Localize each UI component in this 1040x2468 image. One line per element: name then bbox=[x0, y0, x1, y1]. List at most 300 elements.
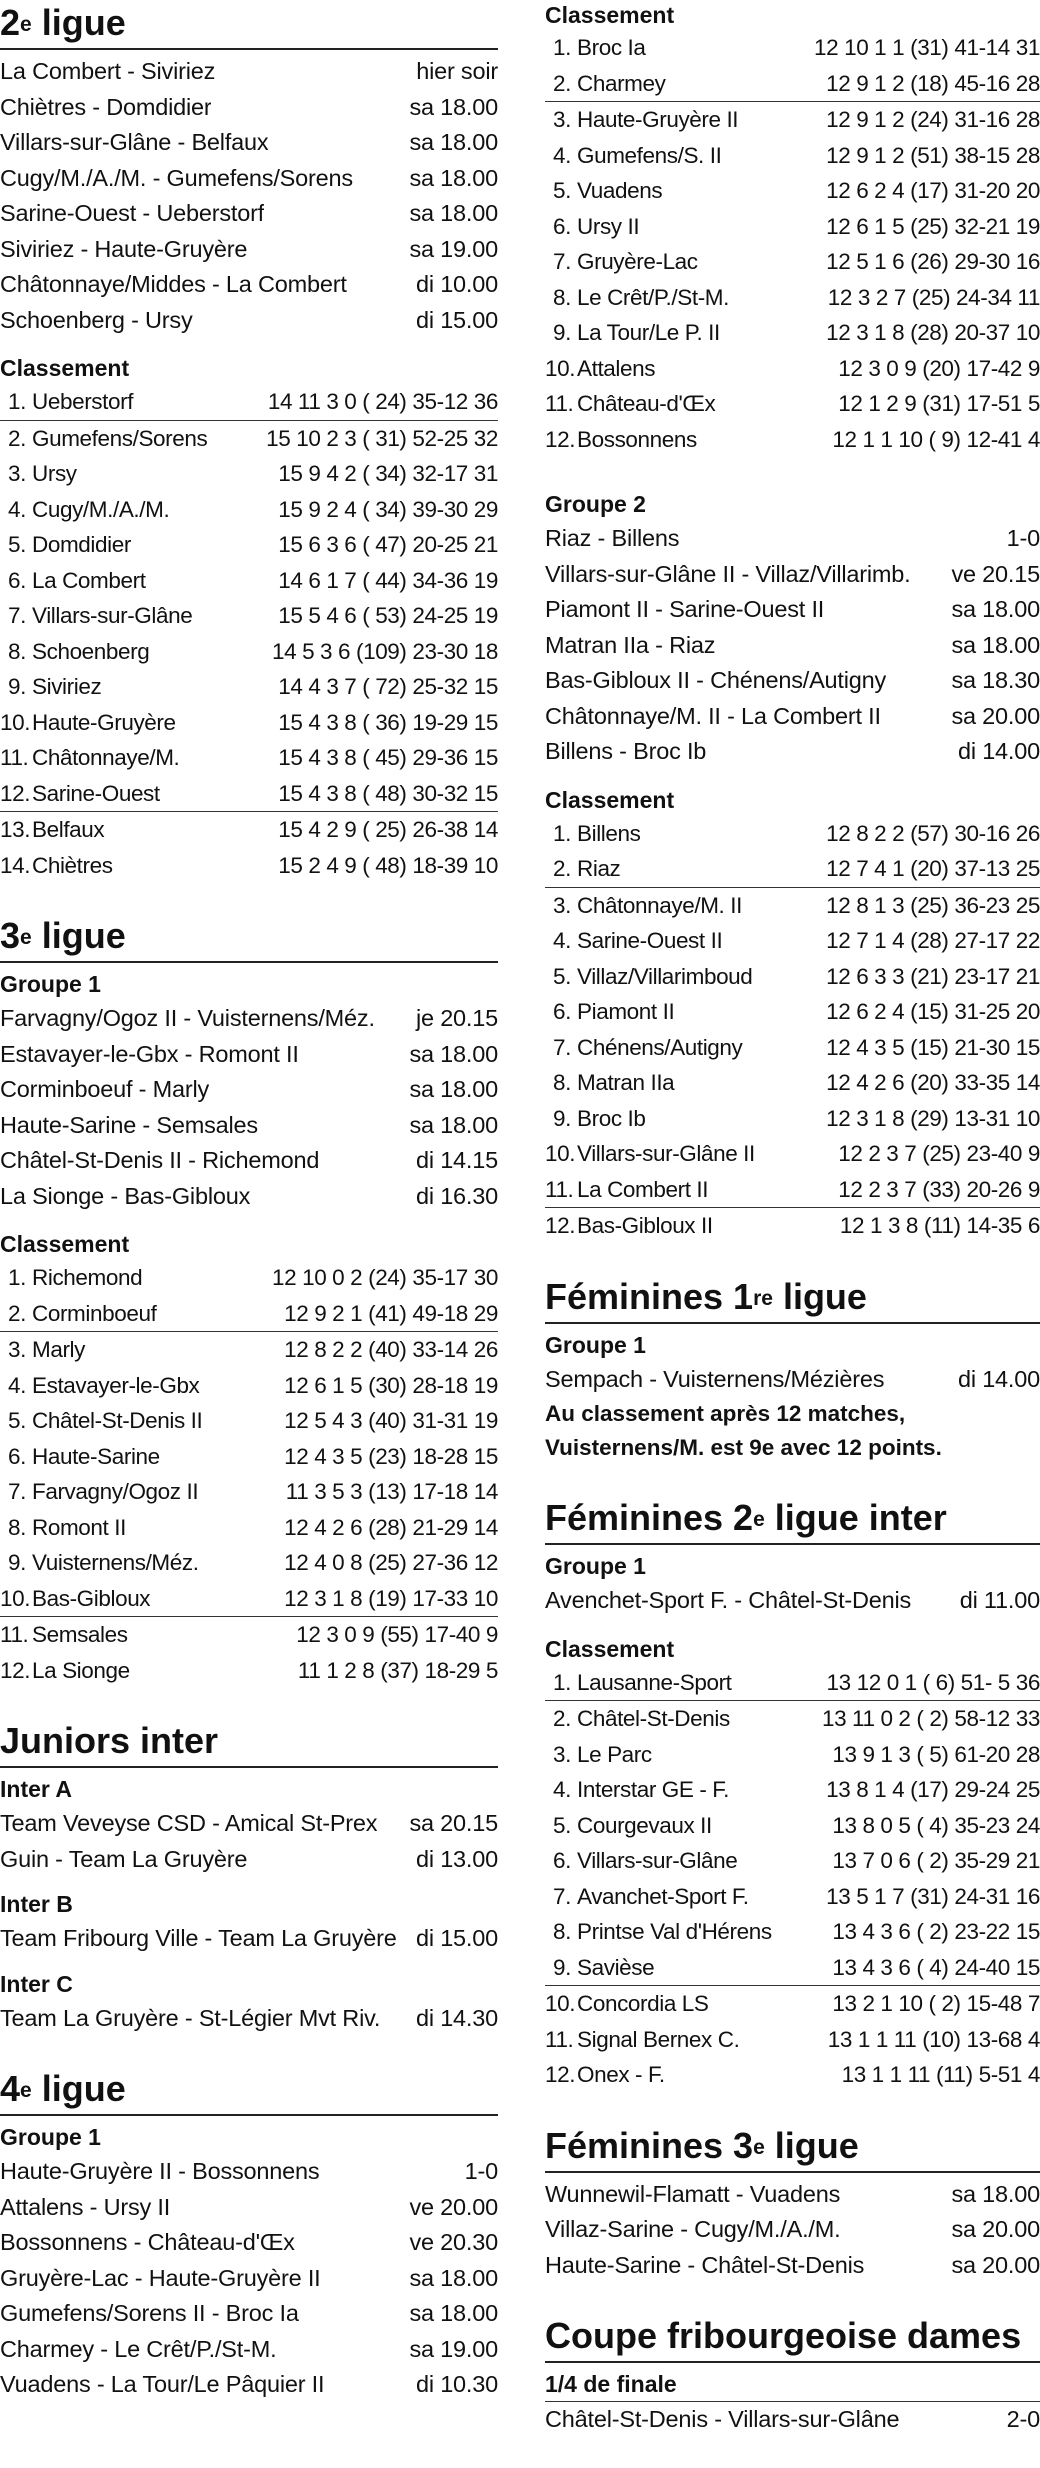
section-2e-ligue bbox=[0, 0, 498, 883]
standings-row bbox=[0, 1653, 498, 1689]
fixture-time: 2-0 bbox=[1006, 2406, 1040, 2432]
standings-row bbox=[545, 422, 1040, 458]
standings-row bbox=[0, 740, 498, 776]
fixture-row bbox=[0, 2261, 498, 2297]
standings-rank: 11. bbox=[0, 745, 29, 770]
fixture-time: ve 20.15 bbox=[951, 560, 1040, 587]
fixture-time: sa 19.00 bbox=[409, 2335, 498, 2362]
fixture-row bbox=[0, 1001, 498, 1037]
fixture-row bbox=[545, 699, 1040, 735]
fixture-row bbox=[545, 2248, 1040, 2284]
fixture-row bbox=[545, 1583, 1040, 1619]
standings-rank: 9. bbox=[553, 1105, 571, 1131]
fixture-time: 1-0 bbox=[1006, 525, 1040, 551]
standings-stats: 12 8 2 2 (57) 30-16 26 bbox=[826, 820, 1040, 846]
standings-stats: 15 2 4 9 ( 48) 18-39 10 bbox=[278, 852, 498, 878]
fixture-match: Châtonnaye/Middes - La Combert bbox=[0, 271, 347, 297]
standings-team: Piamont II bbox=[577, 999, 675, 1024]
standings-stats: 12 3 2 7 (25) 24-34 11 bbox=[827, 284, 1040, 310]
standings-rank: 11. bbox=[545, 2026, 574, 2052]
section-title: Juniors inter bbox=[0, 1718, 498, 1768]
standings-stats: 12 9 1 2 (51) 38-15 28 bbox=[826, 142, 1040, 168]
standings-rank: 3. bbox=[553, 892, 571, 918]
fixture-match: Haute-Gruyère II - Bossonnens bbox=[0, 2158, 320, 2184]
fixture-row bbox=[545, 1362, 1040, 1398]
standings-team: Haute-Gruyère II bbox=[577, 107, 739, 132]
classement-label: Classement bbox=[545, 2, 675, 28]
fixture-row bbox=[0, 1108, 498, 1144]
standings-team: Bossonnens bbox=[577, 426, 697, 452]
fixture-row bbox=[0, 267, 498, 303]
fixture-row bbox=[545, 521, 1040, 557]
standings-team: Ueberstorf bbox=[32, 389, 134, 414]
standings-rank: 11. bbox=[0, 1622, 29, 1647]
fixture-row bbox=[0, 90, 498, 126]
group-label: Inter B bbox=[0, 1891, 73, 1917]
standings-rank: 7. bbox=[8, 603, 26, 628]
standings-stats: 12 4 0 8 (25) 27-36 12 bbox=[284, 1550, 498, 1575]
standings-rank: 2. bbox=[553, 70, 571, 96]
standings-row bbox=[545, 1879, 1040, 1915]
right-column bbox=[545, 0, 1040, 2468]
standings-team: Corminboeuf bbox=[32, 1300, 157, 1326]
standings-team: Le Crêt/P./St-M. bbox=[577, 284, 729, 310]
fixture-match: Châtel-St-Denis - Villars-sur-Glâne bbox=[545, 2406, 900, 2432]
fixture-match: Villaz-Sarine - Cugy/M./A./M. bbox=[545, 2216, 841, 2242]
round-label: 1/4 de finale bbox=[545, 2367, 1040, 2402]
section-title: Féminines 3e ligue bbox=[545, 2123, 1040, 2173]
standings-rank: 4. bbox=[8, 496, 26, 522]
standings-stats: 14 5 3 6 (109) 23-30 18 bbox=[272, 638, 498, 664]
standings-team: Savièse bbox=[577, 1954, 655, 1980]
standings-row bbox=[545, 1701, 1040, 1737]
standings-row bbox=[545, 1737, 1040, 1773]
standings-team: Bas-Gibloux bbox=[32, 1585, 151, 1611]
fixture-time: sa 18.30 bbox=[951, 667, 1040, 693]
standings-rank: 9. bbox=[8, 1550, 26, 1575]
fixture-row bbox=[0, 2296, 498, 2332]
standings-stats: 15 6 3 6 ( 47) 20-25 21 bbox=[278, 532, 498, 557]
standings-rank: 3. bbox=[553, 1741, 571, 1767]
standings-team: Siviriez bbox=[32, 674, 102, 699]
fixture-row bbox=[545, 2177, 1040, 2213]
standings-stats: 12 6 3 3 (21) 23-17 21 bbox=[826, 963, 1040, 989]
standings-rank: 3. bbox=[553, 107, 571, 132]
fixture-match: Sarine-Ouest - Ueberstorf bbox=[0, 200, 265, 226]
standings-stats: 11 1 2 8 (37) 18-29 5 bbox=[297, 1657, 498, 1683]
fixture-time: sa 18.00 bbox=[951, 631, 1040, 658]
fixture-time: sa 18.00 bbox=[409, 1040, 498, 1067]
standings-team: Sarine-Ouest bbox=[32, 780, 160, 806]
standings-team: Cugy/M./A./M. bbox=[32, 496, 170, 522]
standings-row bbox=[545, 851, 1040, 888]
standings-stats: 15 9 2 4 ( 34) 39-30 29 bbox=[278, 496, 498, 522]
standings-team: Lausanne-Sport bbox=[577, 1669, 732, 1695]
standings-stats: 12 10 0 2 (24) 35-17 30 bbox=[272, 1265, 498, 1290]
standings-rank: 10. bbox=[0, 1585, 31, 1611]
standings-row bbox=[545, 386, 1040, 422]
standings-team: Haute-Sarine bbox=[32, 1443, 160, 1469]
fixture-match: Chiètres - Domdidier bbox=[0, 93, 212, 120]
standings-team: Gumefens/Sorens bbox=[32, 425, 208, 451]
standings-team: Vuisternens/Méz. bbox=[32, 1550, 199, 1575]
fixture-time: di 13.00 bbox=[415, 1845, 498, 1872]
standings-row bbox=[0, 384, 498, 421]
fixture-time: sa 18.00 bbox=[409, 2264, 498, 2291]
standings-stats: 13 4 3 6 ( 4) 24-40 15 bbox=[832, 1954, 1040, 1980]
standings-row bbox=[545, 1101, 1040, 1137]
fixture-row bbox=[0, 1072, 498, 1108]
standings-team: Château-d'Œx bbox=[577, 391, 716, 416]
fixture-row bbox=[0, 54, 498, 90]
standings-stats: 12 1 3 8 (11) 14-35 6 bbox=[839, 1213, 1040, 1238]
standings-stats: 12 9 1 2 (24) 31-16 28 bbox=[826, 107, 1040, 132]
standings-rank: 1. bbox=[8, 1265, 26, 1290]
standings-team: Chiètres bbox=[32, 852, 113, 878]
standings-team: Billens bbox=[577, 820, 641, 846]
standings-rank: 8. bbox=[8, 1514, 26, 1540]
fixture-match: Charmey - Le Crêt/P./St-M. bbox=[0, 2335, 277, 2362]
fixture-time: sa 18.00 bbox=[409, 1076, 498, 1102]
standings-rank: 1. bbox=[553, 1669, 571, 1695]
fixture-time: di 16.30 bbox=[415, 1182, 498, 1209]
fixture-time: di 10.30 bbox=[415, 2371, 498, 2397]
fixture-row bbox=[0, 232, 498, 268]
standings-row bbox=[0, 1439, 498, 1475]
standings-rank: 9. bbox=[8, 674, 26, 699]
standings-team: Matran IIa bbox=[577, 1070, 675, 1095]
standings-row bbox=[545, 1065, 1040, 1101]
fixture-match: Villars-sur-Glâne II - Villaz/Villarimb. bbox=[545, 560, 911, 587]
fixture-match: Siviriez - Haute-Gruyère bbox=[0, 235, 248, 262]
section-feminines-2e-ligue-inter bbox=[545, 1495, 1040, 2093]
standings-team: Villars-sur-Glâne II bbox=[577, 1141, 755, 1166]
standings-stats: 12 3 1 8 (28) 20-37 10 bbox=[826, 320, 1040, 345]
fixture-row bbox=[545, 734, 1040, 770]
standings-row bbox=[0, 563, 498, 599]
standings-row bbox=[545, 1772, 1040, 1808]
standings-rank: 9. bbox=[553, 1954, 571, 1980]
standings-rank: 4. bbox=[553, 928, 571, 953]
standings-rank: 5. bbox=[553, 178, 571, 203]
standings-stats: 12 3 1 8 (19) 17-33 10 bbox=[284, 1585, 498, 1611]
standings-rank: 6. bbox=[553, 213, 571, 239]
section-title: 2e ligue bbox=[0, 0, 498, 50]
standings-team: Interstar GE - F. bbox=[577, 1777, 729, 1802]
fixture-row bbox=[0, 2367, 498, 2403]
standings-team: Richemond bbox=[32, 1265, 143, 1290]
standings-rank: 12. bbox=[0, 1657, 31, 1683]
fixture-match: Corminboeuf - Marly bbox=[0, 1076, 210, 1102]
standings-stats: 15 4 2 9 ( 25) 26-38 14 bbox=[278, 817, 498, 842]
fixture-match: Team Veveyse CSD - Amical St-Prex bbox=[0, 1810, 378, 1836]
fixture-time: sa 18.00 bbox=[409, 164, 498, 191]
standings-rank: 2. bbox=[8, 1300, 26, 1326]
standings-row bbox=[0, 1617, 498, 1653]
standings-team: Printse Val d'Hérens bbox=[577, 1919, 772, 1944]
standings-rank: 8. bbox=[553, 1070, 571, 1095]
standings-row bbox=[545, 1172, 1040, 1209]
fixture-match: Farvagny/Ogoz II - Vuisternens/Méz. bbox=[0, 1005, 375, 1031]
standings-row bbox=[545, 1665, 1040, 1702]
standings-row bbox=[545, 1030, 1040, 1066]
fixture-row bbox=[545, 557, 1040, 593]
section-title: 4e ligue bbox=[0, 2066, 498, 2116]
standings-stats: 15 4 3 8 ( 48) 30-32 15 bbox=[278, 780, 498, 806]
standings-row bbox=[545, 1843, 1040, 1879]
standings-team: Châtel-St-Denis II bbox=[32, 1408, 203, 1433]
standings-team: La Sionge bbox=[32, 1657, 130, 1683]
standings-row bbox=[545, 244, 1040, 280]
group-label: Groupe 1 bbox=[545, 1553, 646, 1579]
standings-rank: 6. bbox=[553, 1848, 571, 1873]
standings-team: Chénens/Autigny bbox=[577, 1034, 743, 1060]
standings-stats: 12 7 1 4 (28) 27-17 22 bbox=[826, 928, 1040, 953]
fixture-match: Villars-sur-Glâne - Belfaux bbox=[0, 129, 269, 155]
standings-row bbox=[0, 1545, 498, 1581]
fixture-row bbox=[0, 196, 498, 232]
standings-row bbox=[0, 421, 498, 457]
fixture-time: sa 18.00 bbox=[951, 596, 1040, 622]
fixture-time: di 14.00 bbox=[957, 738, 1040, 764]
standings-stats: 12 8 2 2 (40) 33-14 26 bbox=[284, 1337, 498, 1362]
standings-row bbox=[545, 66, 1040, 103]
standings-team: Villars-sur-Glâne bbox=[577, 1848, 738, 1873]
standings-rank: 1. bbox=[8, 389, 26, 414]
fixture-row bbox=[545, 2402, 1040, 2438]
fixture-time: sa 18.00 bbox=[409, 2300, 498, 2326]
standings-stats: 12 4 3 5 (23) 18-28 15 bbox=[284, 1443, 498, 1469]
standings-row bbox=[545, 30, 1040, 66]
standings-rank: 5. bbox=[8, 532, 26, 557]
standings-stats: 12 5 4 3 (40) 31-31 19 bbox=[284, 1408, 498, 1433]
fixture-row bbox=[545, 663, 1040, 699]
fixture-match: Piamont II - Sarine-Ouest II bbox=[545, 596, 825, 622]
standings-row bbox=[545, 173, 1040, 209]
standings-row bbox=[545, 209, 1040, 245]
fixture-match: Riaz - Billens bbox=[545, 525, 680, 551]
fixture-match: Haute-Sarine - Semsales bbox=[0, 1111, 258, 1138]
standings-rank: 11. bbox=[545, 391, 574, 416]
standings-row bbox=[0, 705, 498, 741]
standings-row bbox=[0, 1260, 498, 1296]
standings-row bbox=[545, 1950, 1040, 1987]
standings-rank: 8. bbox=[553, 1919, 571, 1944]
fixture-match: Avenchet-Sport F. - Châtel-St-Denis bbox=[545, 1587, 912, 1613]
standings-row bbox=[545, 315, 1040, 351]
fixture-match: Gruyère-Lac - Haute-Gruyère II bbox=[0, 2264, 321, 2291]
standings-rank: 8. bbox=[553, 284, 571, 310]
fixture-time: sa 18.00 bbox=[409, 1111, 498, 1138]
fixture-row bbox=[0, 1921, 498, 1957]
standings-stats: 12 9 2 1 (41) 49-18 29 bbox=[284, 1300, 498, 1326]
standings-stats: 12 6 1 5 (30) 28-18 19 bbox=[284, 1372, 498, 1398]
group-label: Groupe 1 bbox=[545, 1331, 646, 1358]
standings-stats: 12 6 2 4 (15) 31-25 20 bbox=[826, 999, 1040, 1024]
standings-row bbox=[0, 527, 498, 563]
standings-stats: 15 9 4 2 ( 34) 32-17 31 bbox=[278, 461, 498, 486]
standings-team: Marly bbox=[32, 1337, 85, 1362]
standings-team: Avanchet-Sport F. bbox=[577, 1883, 749, 1909]
fixture-match: Team La Gruyère - St-Légier Mvt Riv. bbox=[0, 2004, 381, 2031]
standings-stats: 12 1 2 9 (31) 17-51 5 bbox=[838, 391, 1040, 416]
standings-row bbox=[0, 1332, 498, 1368]
fixture-row bbox=[0, 1806, 498, 1842]
standings-stats: 13 7 0 6 ( 2) 35-29 21 bbox=[832, 1848, 1040, 1873]
standings-team: La Combert bbox=[32, 567, 146, 593]
fixture-match: Bas-Gibloux II - Chénens/Autigny bbox=[545, 667, 887, 693]
standings-team: Villars-sur-Glâne bbox=[32, 603, 193, 628]
fixture-row bbox=[0, 2154, 498, 2190]
fixture-time: di 11.00 bbox=[959, 1587, 1040, 1613]
standings-stats: 12 1 1 10 ( 9) 12-41 4 bbox=[832, 426, 1040, 452]
standings-stats: 12 2 3 7 (25) 23-40 9 bbox=[838, 1141, 1040, 1166]
standings-rank: 4. bbox=[553, 1777, 571, 1802]
standings-rank: 2. bbox=[553, 1706, 571, 1731]
section-3e-ligue bbox=[0, 913, 498, 1688]
fixture-row bbox=[545, 592, 1040, 628]
standings-rank: 7. bbox=[553, 1883, 571, 1909]
fixture-match: La Combert - Siviriez bbox=[0, 58, 216, 84]
standings-team: Semsales bbox=[32, 1622, 128, 1647]
standings-rank: 10. bbox=[545, 1141, 576, 1166]
standings-stats: 13 8 0 5 ( 4) 35-23 24 bbox=[832, 1812, 1040, 1838]
fixture-time: sa 18.00 bbox=[409, 129, 498, 155]
standings-rank: 7. bbox=[8, 1479, 26, 1504]
standings-stats: 12 7 4 1 (20) 37-13 25 bbox=[826, 856, 1040, 881]
fixture-match: Vuadens - La Tour/Le Pâquier II bbox=[0, 2371, 325, 2397]
standings-row bbox=[0, 1474, 498, 1510]
standings-stats: 15 4 3 8 ( 45) 29-36 15 bbox=[278, 745, 498, 770]
standings-stats: 12 3 0 9 (20) 17-42 9 bbox=[838, 355, 1040, 381]
classement-label: Classement bbox=[0, 1231, 130, 1257]
fixture-row bbox=[0, 125, 498, 161]
standings-row bbox=[545, 138, 1040, 174]
fixture-time: ve 20.30 bbox=[409, 2229, 498, 2255]
section-title: Féminines 1re ligue bbox=[545, 1274, 1040, 1324]
standings-stats: 12 2 3 7 (33) 20-26 9 bbox=[838, 1176, 1040, 1202]
standings-stats: 13 11 0 2 ( 2) 58-12 33 bbox=[821, 1706, 1040, 1731]
standings-stats: 12 5 1 6 (26) 29-30 16 bbox=[826, 249, 1040, 274]
standings-rank: 14. bbox=[0, 852, 31, 878]
standings-rank: 4. bbox=[8, 1372, 26, 1398]
fixture-match: Schoenberg - Ursy bbox=[0, 306, 193, 333]
fixture-time: sa 19.00 bbox=[409, 235, 498, 262]
fixture-match: Sempach - Vuisternens/Mézières bbox=[545, 1365, 885, 1392]
fixture-time: di 10.00 bbox=[415, 271, 498, 297]
standings-team: Gumefens/S. II bbox=[577, 142, 722, 168]
standings-team: Estavayer-le-Gbx bbox=[32, 1372, 200, 1398]
fixture-match: Billens - Broc Ib bbox=[545, 738, 707, 764]
standings-team: Schoenberg bbox=[32, 638, 150, 664]
standings-stats: 13 8 1 4 (17) 29-24 25 bbox=[826, 1777, 1040, 1802]
standings-stats: 15 4 3 8 ( 36) 19-29 15 bbox=[278, 709, 498, 735]
standings-team: Farvagny/Ogoz II bbox=[32, 1479, 199, 1504]
standings-row bbox=[545, 351, 1040, 387]
standings-team: Châtonnaye/M. bbox=[32, 745, 180, 770]
fixture-row bbox=[0, 2190, 498, 2226]
standings-team: Le Parc bbox=[577, 1741, 652, 1767]
standings-team: Attalens bbox=[577, 355, 656, 381]
standings-stats: 13 5 1 7 (31) 24-31 16 bbox=[826, 1883, 1040, 1909]
standings-row bbox=[0, 848, 498, 884]
fixture-match: Bossonnens - Château-d'Œx bbox=[0, 2229, 295, 2255]
standings-stats: 11 3 5 3 (13) 17-18 14 bbox=[285, 1479, 498, 1504]
section-groupe-1-classement bbox=[545, 0, 1040, 457]
fixture-time: di 14.15 bbox=[415, 1147, 498, 1173]
section-title: Coupe fribourgeoise dames bbox=[545, 2313, 1040, 2363]
fixture-time: sa 20.00 bbox=[951, 2251, 1040, 2278]
section-juniors-inter bbox=[0, 1718, 498, 2036]
standings-row bbox=[0, 634, 498, 670]
fixture-match: Attalens - Ursy II bbox=[0, 2193, 171, 2220]
standings-rank: 6. bbox=[553, 999, 571, 1024]
standings-team: Bas-Gibloux II bbox=[577, 1213, 713, 1238]
standings-row bbox=[545, 1986, 1040, 2022]
standings-team: Villaz/Villarimboud bbox=[577, 963, 753, 989]
fixture-row bbox=[0, 1037, 498, 1073]
fixture-match: Cugy/M./A./M. - Gumefens/Sorens bbox=[0, 164, 353, 191]
standings-stats: 13 4 3 6 ( 2) 23-22 15 bbox=[832, 1919, 1040, 1944]
standings-rank: 4. bbox=[553, 142, 571, 168]
standings-rank: 6. bbox=[8, 1443, 26, 1469]
standings-team: Charmey bbox=[577, 70, 666, 96]
fixture-row bbox=[0, 161, 498, 197]
fixture-match: Estavayer-le-Gbx - Romont II bbox=[0, 1040, 299, 1067]
standings-team: Riaz bbox=[577, 856, 621, 881]
standings-rank: 2. bbox=[8, 425, 26, 451]
fixture-row bbox=[0, 1179, 498, 1215]
standings-team: Haute-Gruyère bbox=[32, 709, 176, 735]
standings-rank: 5. bbox=[553, 1812, 571, 1838]
fixture-match: Guin - Team La Gruyère bbox=[0, 1845, 248, 1872]
section-coupe-fribourgeoise-dames bbox=[545, 2313, 1040, 2438]
standings-row bbox=[545, 2057, 1040, 2093]
fixture-time: ve 20.00 bbox=[409, 2193, 498, 2220]
standings-team: La Combert II bbox=[577, 1176, 709, 1202]
standings-rank: 13. bbox=[0, 817, 31, 842]
standings-team: Gruyère-Lac bbox=[577, 249, 698, 274]
fixture-time: sa 20.00 bbox=[951, 702, 1040, 729]
standings-stats: 14 6 1 7 ( 44) 34-36 19 bbox=[278, 567, 498, 593]
fixture-time: sa 18.00 bbox=[409, 200, 498, 226]
fixture-match: Matran IIa - Riaz bbox=[545, 631, 716, 658]
fixture-row bbox=[545, 628, 1040, 664]
standings-stats: 12 4 2 6 (28) 21-29 14 bbox=[284, 1514, 498, 1540]
fixture-match: Châtonnaye/M. II - La Combert II bbox=[545, 702, 881, 729]
section-title: 3e ligue bbox=[0, 913, 498, 963]
fixture-row bbox=[0, 1143, 498, 1179]
standings-row bbox=[545, 102, 1040, 138]
group-label: Inter A bbox=[0, 1776, 72, 1802]
standings-rank: 5. bbox=[8, 1408, 26, 1433]
standings-stats: 12 3 1 8 (29) 13-31 10 bbox=[826, 1105, 1040, 1131]
standings-team: Broc Ib bbox=[577, 1105, 646, 1131]
standings-stats: 13 1 1 11 (10) 13-68 4 bbox=[827, 2026, 1040, 2052]
standings-stats: 12 4 3 5 (15) 21-30 15 bbox=[826, 1034, 1040, 1060]
standings-row bbox=[545, 2022, 1040, 2058]
standings-rank: 5. bbox=[553, 963, 571, 989]
fixture-row bbox=[0, 2332, 498, 2368]
standings-row bbox=[545, 888, 1040, 924]
standings-team: Romont II bbox=[32, 1514, 126, 1540]
standings-row bbox=[0, 776, 498, 813]
section-feminines-3e-ligue bbox=[545, 2123, 1040, 2284]
standings-team: La Tour/Le P. II bbox=[577, 320, 720, 345]
standings-rank: 3. bbox=[8, 1337, 26, 1362]
standings-row bbox=[0, 1403, 498, 1439]
standings-stats: 14 11 3 0 ( 24) 35-12 36 bbox=[267, 389, 498, 414]
